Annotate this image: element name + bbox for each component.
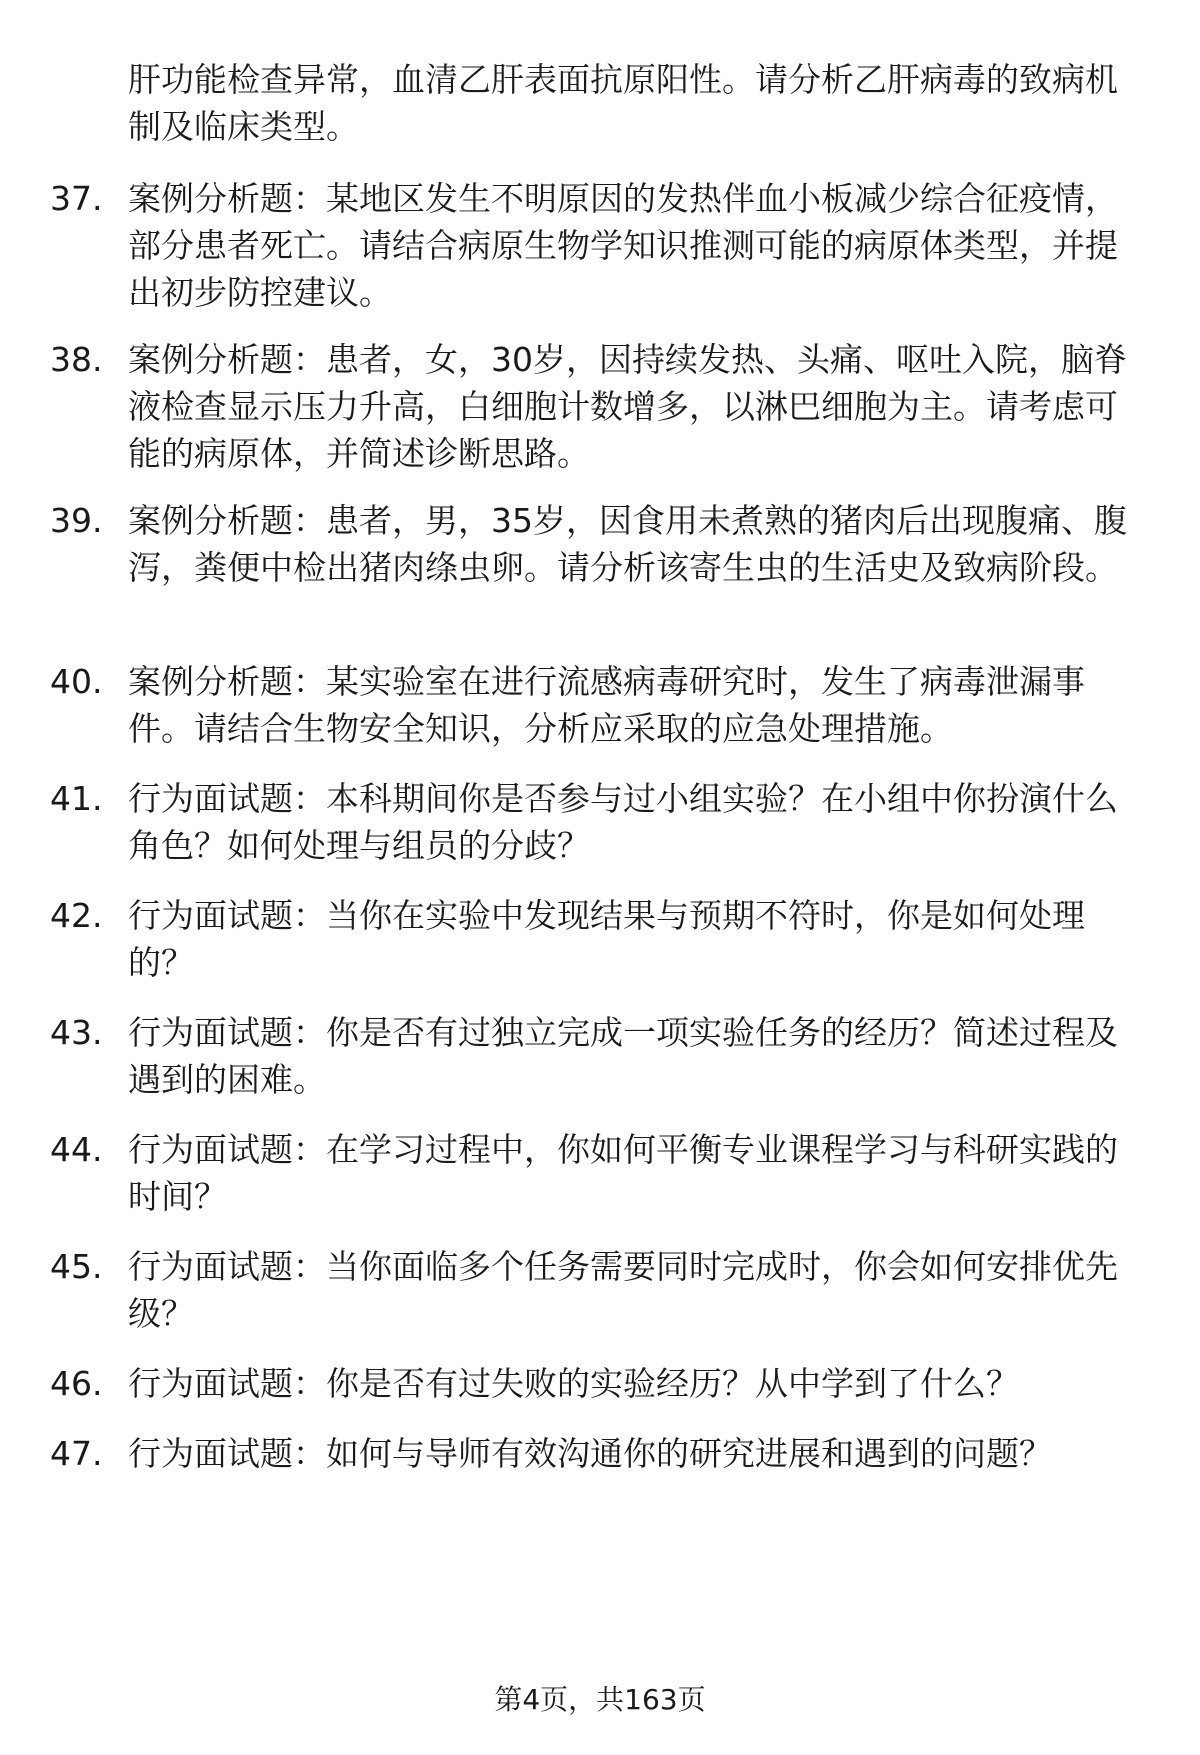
question-number: 37. [50,179,103,218]
question-text: 案例分析题：某地区发生不明原因的发热伴血小板减少综合征疫情，部分患者死亡。请结合病原生物学知识推测可能的病原体类型，并提出初步防控建议。 [128,179,1118,312]
question-text: 行为面试题：如何与导师有效沟通你的研究进展和遇到的问题？ [128,1434,1052,1473]
page-footer: 第4页，共163页 [494,1683,706,1716]
question-number: 41. [50,779,103,818]
question-text: 行为面试题：在学习过程中，你如何平衡专业课程学习与科研实践的时间？ [128,1130,1118,1216]
question-text: 行为面试题：本科期间你是否参与过小组实验？在小组中你扮演什么角色？如何处理与组员的分歧？ [128,779,1118,865]
question-number: 38. [50,340,103,379]
question-number: 43. [50,1013,103,1052]
question-text: 行为面试题：当你面临多个任务需要同时完成时，你会如何安排优先级？ [128,1247,1118,1333]
question-text: 行为面试题：你是否有过独立完成一项实验任务的经历？简述过程及遇到的困难。 [128,1013,1118,1099]
question-text: 案例分析题：某实验室在进行流感病毒研究时，发生了病毒泄漏事件。请结合生物安全知识，分析应采取的应急处理措施。 [128,662,1085,748]
question-number: 42. [50,896,103,935]
question-36-continuation: 肝功能检查异常，血清乙肝表面抗原阳性。请分析乙肝病毒的致病机制及临床类型。 [128,60,1118,146]
question-number: 39. [50,501,103,540]
question-number: 45. [50,1247,103,1286]
question-number: 44. [50,1130,103,1169]
question-number: 47. [50,1434,103,1473]
question-text: 案例分析题：患者，男，35岁，因食用未煮熟的猪肉后出现腹痛、腹泻，粪便中检出猪肉绦虫卵。请分析该寄生虫的生活史及致病阶段。 [128,501,1127,587]
question-number: 46. [50,1364,103,1403]
question-number: 40. [50,662,103,701]
question-text: 行为面试题：你是否有过失败的实验经历？从中学到了什么？ [128,1364,1019,1403]
question-text: 行为面试题：当你在实验中发现结果与预期不符时，你是如何处理的？ [128,896,1085,982]
question-text: 案例分析题：患者，女，30岁，因持续发热、头痛、呕吐入院，脑脊液检查显示压力升高，白细胞计数增多，以淋巴细胞为主。请考虑可能的病原体，并简述诊断思路。 [128,340,1127,473]
